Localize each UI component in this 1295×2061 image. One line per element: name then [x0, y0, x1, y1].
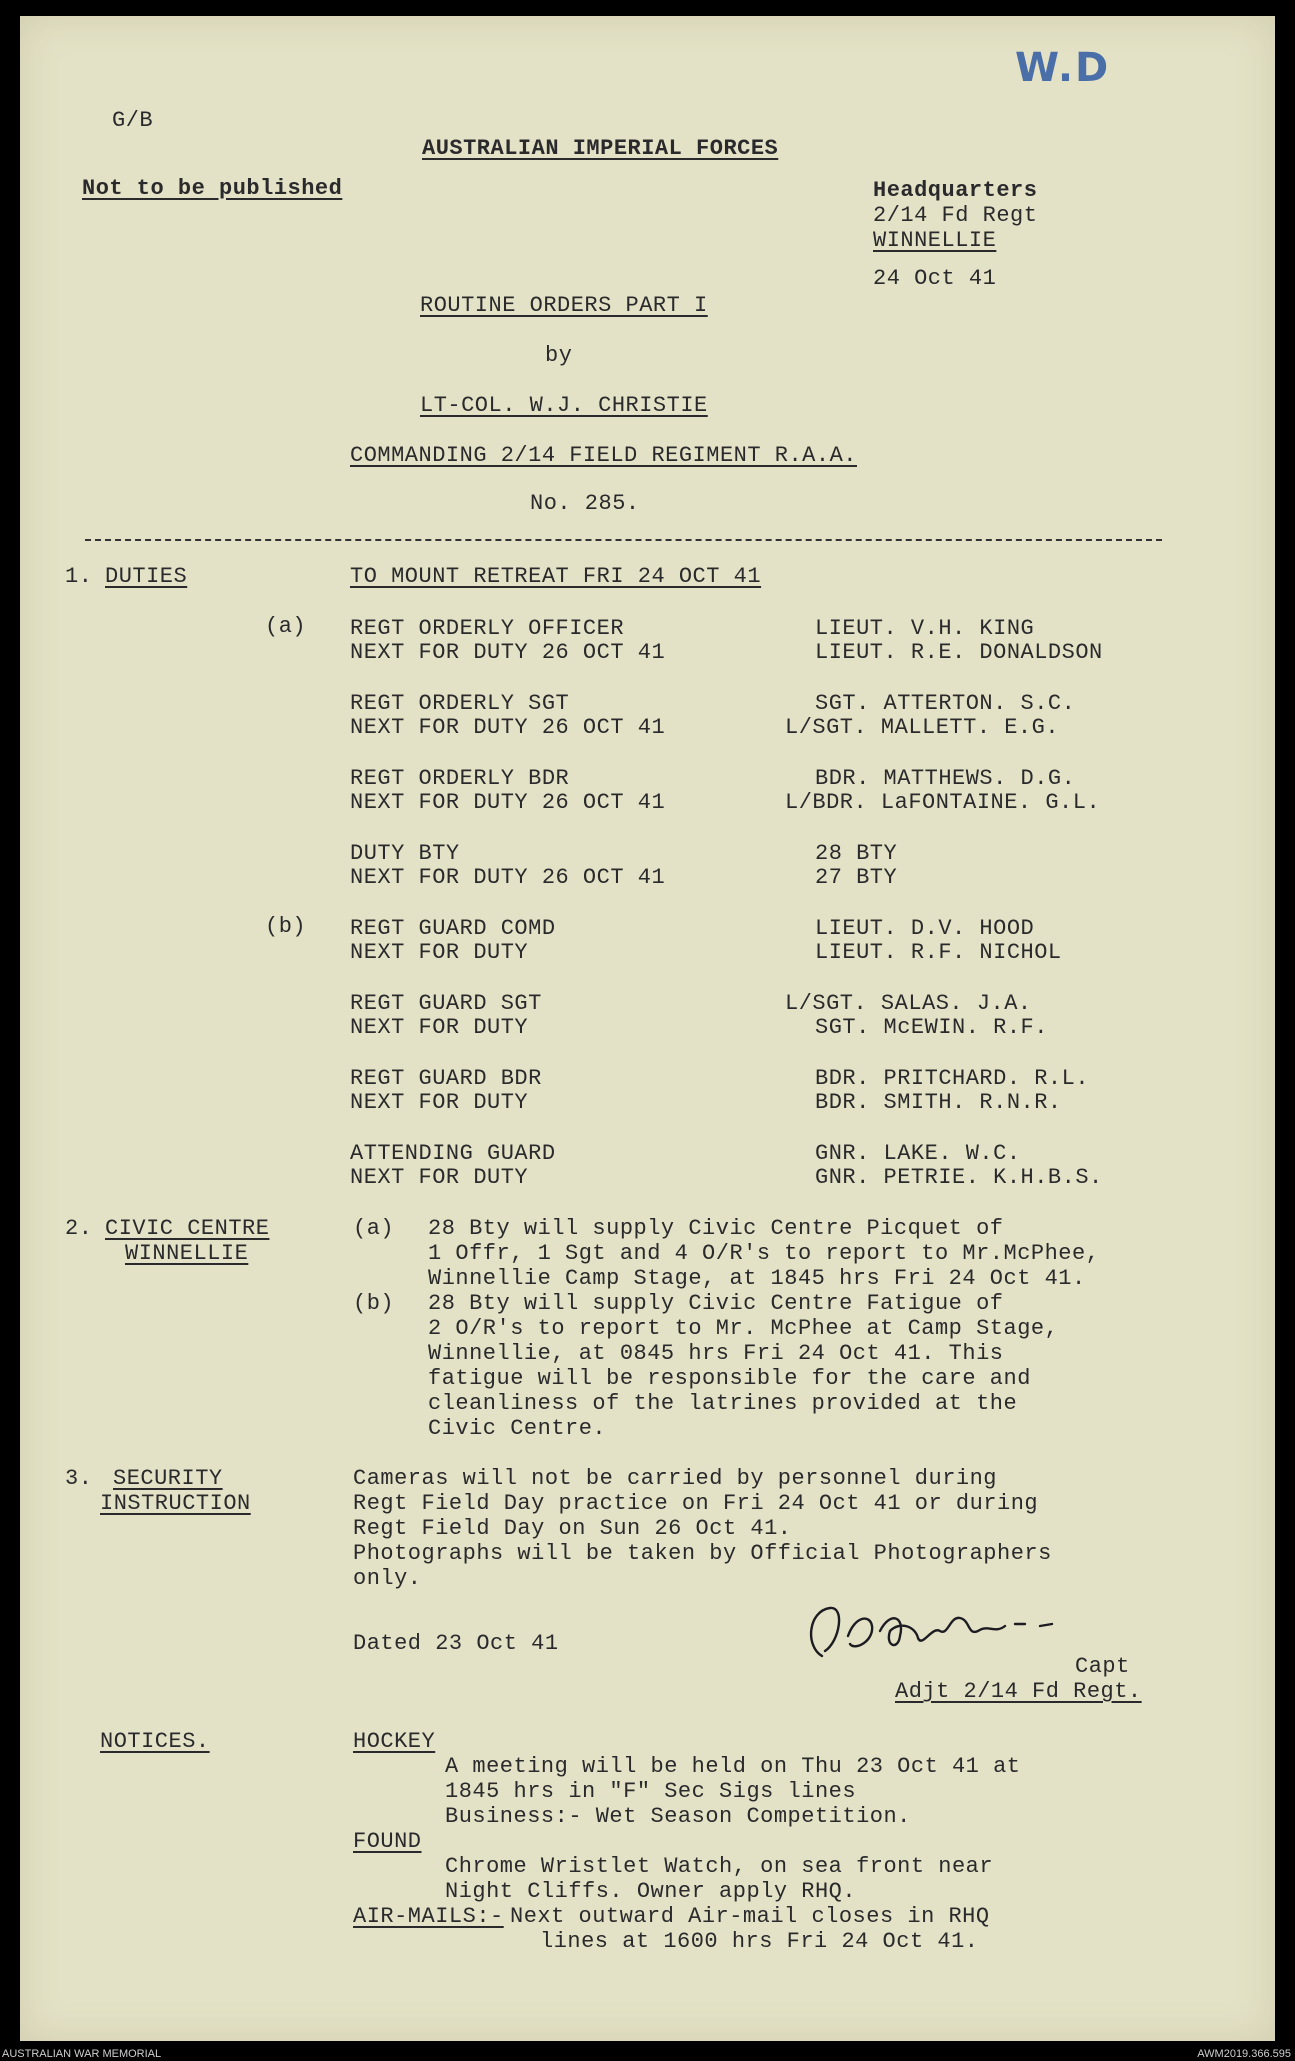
- found-title: FOUND: [353, 1829, 422, 1854]
- duty-next-name: 27 BTY: [815, 865, 898, 890]
- civic-a-line: 28 Bty will supply Civic Centre Picquet of: [428, 1216, 1004, 1241]
- hq-line1: Headquarters: [873, 178, 1038, 203]
- duty-next-name: LIEUT. R.F. NICHOL: [815, 940, 1062, 965]
- duty-role: REGT GUARD COMD: [350, 916, 556, 941]
- duty-next: NEXT FOR DUTY 26 OCT 41: [350, 865, 666, 890]
- title-line1: ROUTINE ORDERS PART I: [420, 293, 708, 318]
- security-heading-line1: SECURITY: [113, 1466, 223, 1491]
- security-line: Photographs will be taken by Official Photographers: [353, 1541, 1052, 1566]
- civic-a-label: (a): [353, 1216, 395, 1241]
- duty-next-name: L/SGT. MALLETT. E.G.: [785, 715, 1060, 740]
- duty-next: NEXT FOR DUTY: [350, 1015, 529, 1040]
- hq-date: 24 Oct 41: [873, 266, 997, 291]
- file-reference: G/B: [112, 108, 154, 133]
- civic-a-line: Winnellie Camp Stage, at 1845 hrs Fri 24 Oct 41.: [428, 1266, 1086, 1291]
- hq-line3: WINNELLIE: [873, 228, 997, 253]
- duty-next: NEXT FOR DUTY: [350, 1090, 529, 1115]
- civic-b-line: fatigue will be responsible for the care and: [428, 1366, 1031, 1391]
- title-line2: by: [545, 343, 573, 368]
- duty-name: 28 BTY: [815, 841, 898, 866]
- hockey-line: Business:- Wet Season Competition.: [445, 1804, 911, 1829]
- duty-name: L/SGT. SALAS. J.A.: [785, 991, 1032, 1016]
- title-line4: COMMANDING 2/14 FIELD REGIMENT R.A.A.: [350, 443, 857, 468]
- footer-right: AWM2019.366.595: [1197, 2048, 1291, 2060]
- document-page: [20, 16, 1275, 2041]
- duty-role: REGT ORDERLY OFFICER: [350, 616, 625, 641]
- duty-next-name: L/BDR. LaFONTAINE. G.L.: [785, 790, 1101, 815]
- signature-appointment: Adjt 2/14 Fd Regt.: [895, 1679, 1142, 1704]
- duty-role: REGT ORDERLY SGT: [350, 691, 570, 716]
- duty-name: GNR. LAKE. W.C.: [815, 1141, 1021, 1166]
- dated-line: Dated 23 Oct 41: [353, 1631, 559, 1656]
- document-heading: AUSTRALIAN IMPERIAL FORCES: [422, 136, 779, 161]
- divider: [85, 539, 1162, 541]
- security-number: 3.: [65, 1466, 93, 1491]
- duty-name: BDR. PRITCHARD. R.L.: [815, 1066, 1090, 1091]
- order-number: No. 285.: [530, 491, 640, 516]
- civic-b-line: cleanliness of the latrines provided at the: [428, 1391, 1018, 1416]
- airmail-line: lines at 1600 hrs Fri 24 Oct 41.: [540, 1929, 979, 1954]
- duty-role: ATTENDING GUARD: [350, 1141, 556, 1166]
- civic-b-label: (b): [353, 1291, 395, 1316]
- duty-next: NEXT FOR DUTY: [350, 1165, 529, 1190]
- duty-name: BDR. MATTHEWS. D.G.: [815, 766, 1076, 791]
- duties-subheading: TO MOUNT RETREAT FRI 24 OCT 41: [350, 564, 762, 589]
- airmail-line: Next outward Air-mail closes in RHQ: [510, 1904, 990, 1929]
- title-line3: LT-COL. W.J. CHRISTIE: [420, 393, 708, 418]
- security-line: Regt Field Day practice on Fri 24 Oct 41 or during: [353, 1491, 1039, 1516]
- duty-role: REGT GUARD BDR: [350, 1066, 542, 1091]
- hockey-title: HOCKEY: [353, 1729, 436, 1754]
- civic-b-line: Civic Centre.: [428, 1416, 607, 1441]
- duty-next: NEXT FOR DUTY 26 OCT 41: [350, 640, 666, 665]
- corner-annotation: W.D: [1015, 45, 1111, 91]
- found-line: Chrome Wristlet Watch, on sea front near: [445, 1854, 994, 1879]
- footer-left: AUSTRALIAN WAR MEMORIAL: [2, 2048, 162, 2060]
- signature-rank: Capt: [1075, 1654, 1130, 1679]
- duty-next: NEXT FOR DUTY: [350, 940, 529, 965]
- security-line: Cameras will not be carried by personnel during: [353, 1466, 998, 1491]
- civic-number: 2.: [65, 1216, 93, 1241]
- duties-number: 1.: [65, 564, 93, 589]
- hq-line2: 2/14 Fd Regt: [873, 203, 1038, 228]
- duty-name: LIEUT. V.H. KING: [815, 616, 1035, 641]
- civic-heading-line1: CIVIC CENTRE: [105, 1216, 270, 1241]
- hockey-line: A meeting will be held on Thu 23 Oct 41 at: [445, 1754, 1021, 1779]
- duty-next-name: SGT. McEWIN. R.F.: [815, 1015, 1048, 1040]
- hockey-line: 1845 hrs in "F" Sec Sigs lines: [445, 1779, 857, 1804]
- restriction-note: Not to be published: [82, 176, 343, 201]
- duty-next: NEXT FOR DUTY 26 OCT 41: [350, 790, 666, 815]
- duties-sub-a: (a): [265, 614, 307, 639]
- duties-heading: DUTIES: [105, 564, 188, 589]
- security-line: only.: [353, 1566, 422, 1591]
- civic-b-line: 2 O/R's to report to Mr. McPhee at Camp Stage,: [428, 1316, 1059, 1341]
- civic-heading-line2: WINNELLIE: [125, 1241, 249, 1266]
- airmail-title: AIR-MAILS:-: [353, 1904, 504, 1929]
- duty-name: LIEUT. D.V. HOOD: [815, 916, 1035, 941]
- duty-next: NEXT FOR DUTY 26 OCT 41: [350, 715, 666, 740]
- duties-sub-b: (b): [265, 914, 307, 939]
- found-line: Night Cliffs. Owner apply RHQ.: [445, 1879, 857, 1904]
- civic-a-line: 1 Offr, 1 Sgt and 4 O/R's to report to Mr.McPhee,: [428, 1241, 1100, 1266]
- duty-name: SGT. ATTERTON. S.C.: [815, 691, 1076, 716]
- duty-role: REGT GUARD SGT: [350, 991, 542, 1016]
- security-heading-line2: INSTRUCTION: [100, 1491, 251, 1516]
- duty-role: REGT ORDERLY BDR: [350, 766, 570, 791]
- security-line: Regt Field Day on Sun 26 Oct 41.: [353, 1516, 792, 1541]
- civic-b-line: Winnellie, at 0845 hrs Fri 24 Oct 41. This: [428, 1341, 1004, 1366]
- duty-next-name: BDR. SMITH. R.N.R.: [815, 1090, 1062, 1115]
- duty-role: DUTY BTY: [350, 841, 460, 866]
- duty-next-name: LIEUT. R.E. DONALDSON: [815, 640, 1103, 665]
- notices-heading: NOTICES.: [100, 1729, 210, 1754]
- duty-next-name: GNR. PETRIE. K.H.B.S.: [815, 1165, 1103, 1190]
- civic-b-line: 28 Bty will supply Civic Centre Fatigue of: [428, 1291, 1004, 1316]
